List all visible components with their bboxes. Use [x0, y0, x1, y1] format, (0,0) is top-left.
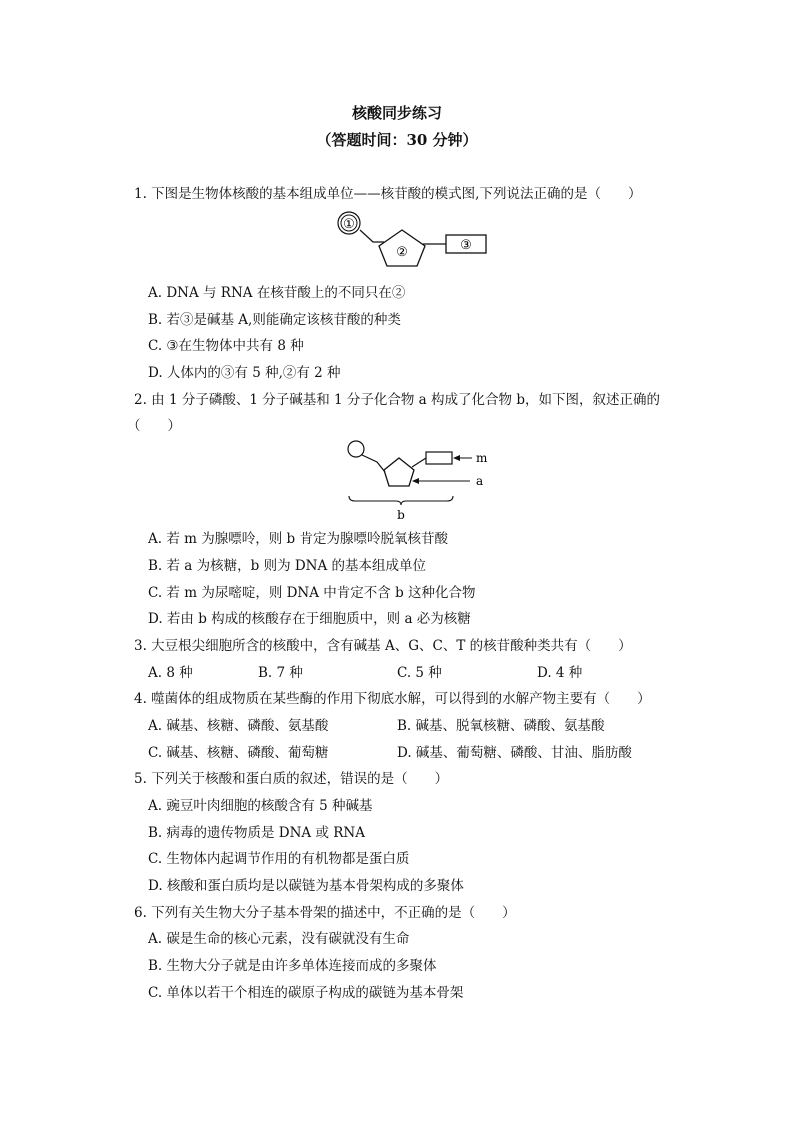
- question-2-stem-cont: （ ）: [127, 418, 181, 434]
- q5-option-c: C. 生物体内起调节作用的有机物都是蛋白质: [148, 851, 410, 867]
- page-title: 核酸同步练习: [351, 104, 442, 122]
- q4-option-c: C. 碱基、核糖、磷酸、葡萄糖: [148, 745, 329, 761]
- q3-option-b: B. 7 种: [258, 665, 303, 681]
- base-box: [426, 452, 452, 464]
- nucleotide-diagram-2: [0, 434, 794, 524]
- q6-option-b: B. 生物大分子就是由许多单体连接而成的多聚体: [148, 958, 437, 974]
- question-2-stem: 2. 由 1 分子磷酸、1 分子碱基和 1 分子化合物 a 构成了化合物 b，如下图，叙述正确的: [134, 392, 660, 408]
- label-1: ①: [343, 217, 355, 232]
- q1-option-b: B. 若③是碱基 A,则能确定该核苷酸的种类: [148, 312, 401, 328]
- phosphate-circle: [348, 441, 364, 457]
- question-4-stem: 4. 噬菌体的组成物质在某些酶的作用下彻底水解，可以得到的水解产物主要有（ ）: [134, 691, 651, 707]
- q1-option-d: D. 人体内的③有 5 种,②有 2 种: [148, 365, 341, 381]
- q2-option-a: A. 若 m 为腺嘌呤，则 b 肯定为腺嘌呤脱氧核苷酸: [148, 531, 448, 547]
- label-2: ②: [396, 245, 408, 260]
- question-1-stem: 1. 下图是生物体核酸的基本组成单位——核苷酸的模式图,下列说法正确的是（ ）: [134, 186, 642, 202]
- q6-option-a: A. 碳是生命的核心元素，没有碳就没有生命: [148, 931, 410, 947]
- q5-option-a: A. 豌豆叶肉细胞的核酸含有 5 种碱基: [148, 798, 373, 814]
- q1-option-a: A. DNA 与 RNA 在核苷酸上的不同只在②: [148, 285, 406, 301]
- question-5-stem: 5. 下列关于核酸和蛋白质的叙述，错误的是（ ）: [134, 771, 449, 787]
- q4-option-d: D. 碱基、葡萄糖、磷酸、甘油、脂肪酸: [397, 745, 632, 761]
- label-a: a: [476, 474, 484, 488]
- q6-option-c: C. 单体以若干个相连的碳原子构成的碳链为基本骨架: [148, 985, 464, 1001]
- q5-option-b: B. 病毒的遗传物质是 DNA 或 RNA: [148, 825, 365, 841]
- q4-option-b: B. 碱基、脱氧核糖、磷酸、氨基酸: [397, 718, 605, 734]
- q3-option-a: A. 8 种: [148, 665, 193, 681]
- q2-option-b: B. 若 a 为核糖，b 则为 DNA 的基本组成单位: [148, 558, 427, 574]
- page-subtitle: （答题时间：30 分钟）: [316, 131, 478, 149]
- q2-option-c: C. 若 m 为尿嘧啶，则 DNA 中肯定不含 b 这种化合物: [148, 585, 476, 601]
- question-3-stem: 3. 大豆根尖细胞所含的核酸中，含有碱基 A、G、C、T 的核苷酸种类共有（ ）: [134, 638, 632, 654]
- q2-option-d: D. 若由 b 构成的核酸存在于细胞质中，则 a 必为核糖: [148, 611, 471, 627]
- q3-option-c: C. 5 种: [397, 665, 442, 681]
- q1-option-c: C. ③在生物体中共有 8 种: [148, 338, 304, 354]
- nucleotide-diagram-1: [0, 206, 794, 266]
- label-b: b: [397, 508, 405, 522]
- q5-option-d: D. 核酸和蛋白质均是以碳链为基本骨架构成的多聚体: [148, 878, 464, 894]
- label-m: m: [476, 451, 488, 465]
- bracket: [349, 496, 453, 505]
- pentose-pentagon: [384, 458, 414, 486]
- question-6-stem: 6. 下列有关生物大分子基本骨架的描述中，不正确的是（ ）: [134, 905, 516, 921]
- q3-option-d: D. 4 种: [537, 665, 583, 681]
- q4-option-a: A. 碱基、核糖、磷酸、氨基酸: [148, 718, 329, 734]
- label-3: ③: [460, 238, 472, 253]
